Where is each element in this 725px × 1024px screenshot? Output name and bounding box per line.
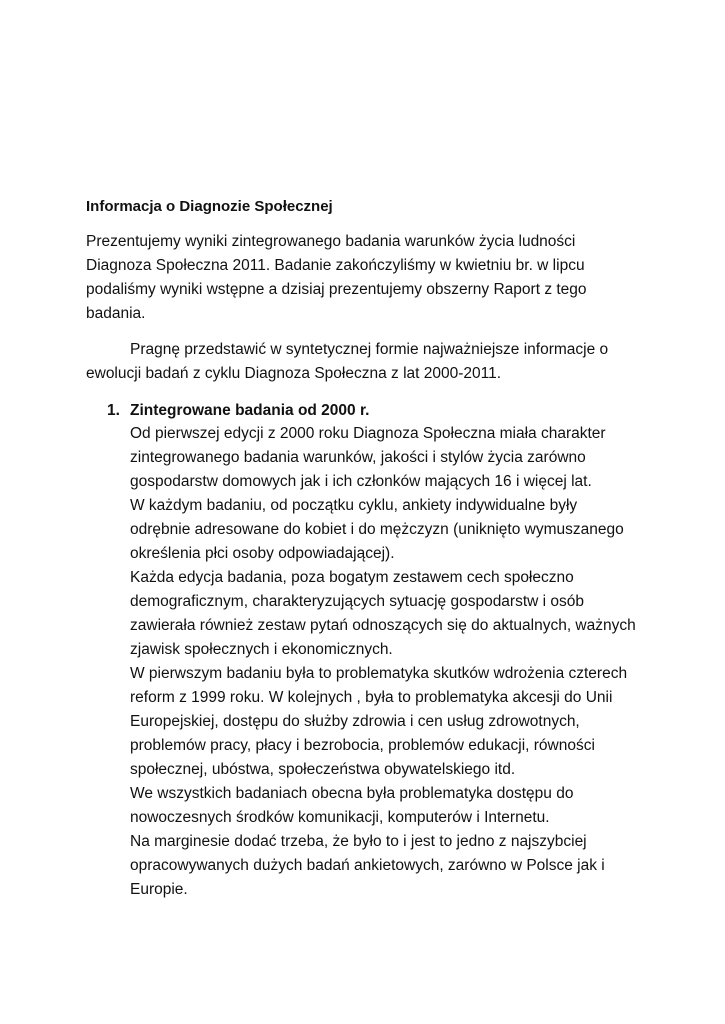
section-line: opracowywanych dużych badań ankietowych, zarówno w Polsce jak i <box>130 857 605 874</box>
section-number: 1. <box>107 402 120 419</box>
section-heading: Zintegrowane badania od 2000 r. <box>130 402 370 419</box>
intro-line: podaliśmy wyniki wstępne a dzisiaj prezentujemy obszerny Raport z tego <box>86 281 587 298</box>
section-line: W pierwszym badaniu była to problematyka skutków wdrożenia czterech <box>130 665 628 682</box>
intro-line: Diagnoza Społeczna 2011. Badanie zakończyliśmy w kwietniu br. w lipcu <box>86 257 585 274</box>
section-line: demograficznym, charakteryzujących sytuację gospodarstw i osób <box>130 593 585 610</box>
section-line: nowoczesnych środków komunikacji, komputerów i Internetu. <box>130 809 550 826</box>
paragraph-line: ewolucji badań z cyklu Diagnoza Społeczna z lat 2000-2011. <box>86 365 502 382</box>
section-line: Od pierwszej edycji z 2000 roku Diagnoza Społeczna miała charakter <box>130 425 606 442</box>
section-line: gospodarstw domowych jak i ich członków mających 16 i więcej lat. <box>130 473 592 490</box>
paragraph-line: Pragnę przedstawić w syntetycznej formie najważniejsze informacje o <box>130 341 609 358</box>
section-line: odrębnie adresowane do kobiet i do mężczyzn (uniknięto wymuszanego <box>130 521 624 538</box>
section-line: określenia płci osoby odpowiadającej). <box>130 545 395 562</box>
intro-line: badania. <box>86 305 146 322</box>
section-line: W każdym badaniu, od początku cyklu, ankiety indywidualne były <box>130 497 578 514</box>
section-line: We wszystkich badaniach obecna była problematyka dostępu do <box>130 785 574 802</box>
intro-line: Prezentujemy wyniki zintegrowanego badania warunków życia ludności <box>86 233 576 250</box>
section-line: zawierała również zestaw pytań odnoszących się do aktualnych, ważnych <box>130 617 636 634</box>
section-line: Europie. <box>130 881 188 898</box>
section-line: Na marginesie dodać trzeba, że było to i jest to jedno z najszybciej <box>130 833 587 850</box>
section-line: reform z 1999 roku. W kolejnych , była to problematyka akcesji do Unii <box>130 689 613 706</box>
section-line: Europejskiej, dostępu do służby zdrowia i cen usług zdrowotnych, <box>130 713 580 730</box>
document-title: Informacja o Diagnozie Społecznej <box>86 198 333 215</box>
section-line: zintegrowanego badania warunków, jakości i stylów życia zarówno <box>130 449 586 466</box>
section-line: społecznej, ubóstwa, społeczeństwa obywatelskiego itd. <box>130 761 516 778</box>
section-line: Każda edycja badania, poza bogatym zestawem cech społeczno <box>130 569 574 586</box>
section-line: zjawisk społecznych i ekonomicznych. <box>130 641 393 658</box>
section-line: problemów pracy, płacy i bezrobocia, problemów edukacji, równości <box>130 737 595 754</box>
